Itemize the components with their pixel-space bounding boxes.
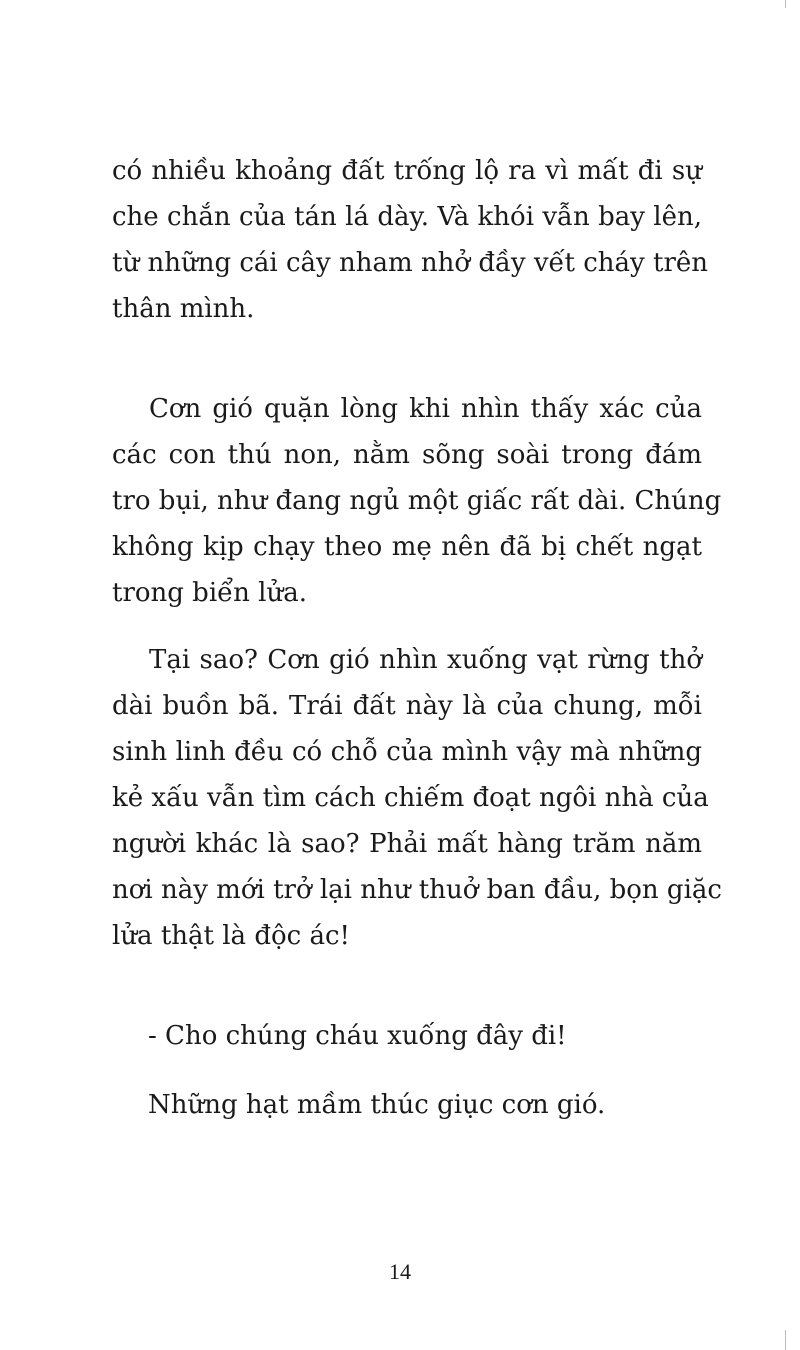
paragraph-5	[148, 1082, 708, 1128]
text-line: che chắn của tán lá dày. Và khói vẫn bay lên,	[112, 202, 702, 232]
text-line: dài buồn bã. Trái đất này là của chung, mỗi	[112, 691, 702, 721]
text-line: trong biển lửa.	[112, 578, 307, 608]
paragraph-3	[112, 637, 722, 959]
page-edge-mark-bottom	[785, 1330, 786, 1350]
text-line: Những hạt mầm thúc giục cơn gió.	[148, 1090, 606, 1120]
text-line: kẻ xấu vẫn tìm cách chiếm đoạt ngôi nhà của	[112, 783, 709, 813]
page-edge-mark-top	[785, 0, 786, 8]
paragraph-1	[112, 148, 709, 332]
page-number: 14	[389, 1259, 411, 1284]
dialogue-line	[148, 1013, 708, 1059]
text-line: các con thú non, nằm sõng soài trong đám	[112, 440, 702, 470]
text-line: người khác là sao? Phải mất hàng trăm năm	[112, 829, 702, 859]
text-line: nơi này mới trở lại như thuở ban đầu, bọn giặc	[112, 875, 722, 905]
text-line: sinh linh đều có chỗ của mình vậy mà những	[112, 737, 702, 767]
text-line: Cơn gió quặn lòng khi nhìn thấy xác của	[149, 394, 702, 424]
text-line: từ những cái cây nham nhở đầy vết cháy trên	[112, 248, 709, 278]
text-line: lửa thật là độc ác!	[112, 921, 350, 951]
text-line: không kịp chạy theo mẹ nên đã bị chết ngạt	[112, 532, 702, 562]
text-line: - Cho chúng cháu xuống đây đi!	[148, 1021, 567, 1051]
paragraph-2	[112, 386, 722, 616]
text-line: tro bụi, như đang ngủ một giấc rất dài. Chúng	[112, 486, 722, 516]
text-line: thân mình.	[112, 294, 255, 324]
text-line: Tại sao? Cơn gió nhìn xuống vạt rừng thở	[149, 645, 702, 675]
text-line: có nhiều khoảng đất trống lộ ra vì mất đi sự	[112, 156, 702, 186]
